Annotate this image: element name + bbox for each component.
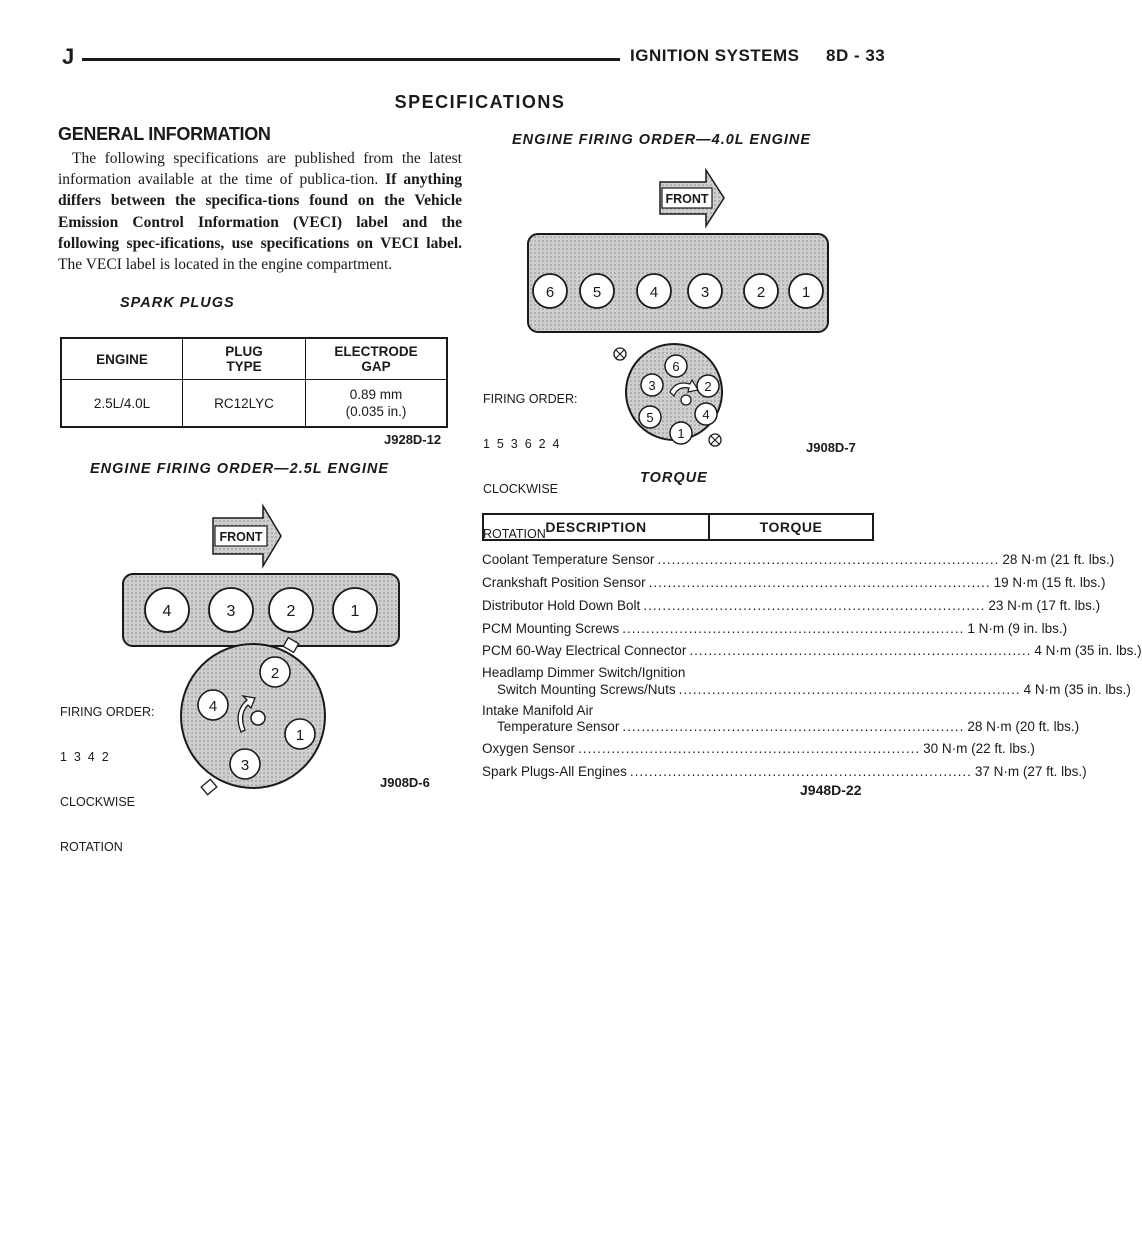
table-row bbox=[61, 380, 447, 428]
spark-gap-cell bbox=[306, 380, 448, 428]
table-row bbox=[497, 682, 1131, 697]
torque-desc-line1: Intake Manifold Air bbox=[482, 703, 594, 718]
firing-rotation-line1: CLOCKWISE bbox=[60, 795, 136, 809]
torque-value: 1 N·m (9 in. lbs.) bbox=[967, 621, 1068, 636]
distributor-cap bbox=[614, 344, 722, 446]
cap-terminal-label: 2 bbox=[704, 379, 712, 394]
cylinder-label: 2 bbox=[286, 603, 296, 620]
header-section bbox=[630, 46, 885, 66]
cap-terminal-label: 3 bbox=[240, 757, 250, 774]
table-row bbox=[482, 552, 1115, 567]
table-row bbox=[482, 575, 1106, 590]
cylinder-1 bbox=[333, 588, 377, 632]
firing-order-sequence: 1 5 3 6 2 4 bbox=[483, 437, 560, 451]
cylinder-label: 4 bbox=[649, 284, 659, 301]
cylinder-label: 6 bbox=[545, 284, 555, 301]
table-row bbox=[482, 643, 1142, 658]
header-section-title: IGNITION SYSTEMS bbox=[630, 46, 800, 65]
spark-gap-mm: 0.89 mm bbox=[349, 387, 403, 402]
cylinder-label: 4 bbox=[162, 603, 172, 620]
table-row bbox=[482, 764, 1087, 779]
torque-value: 23 N·m (17 ft. lbs.) bbox=[988, 598, 1101, 613]
spark-plugs-header-row bbox=[61, 338, 447, 380]
firing-25-order bbox=[60, 675, 154, 870]
table-row bbox=[482, 741, 1035, 756]
leader-dots: ........................................................................ bbox=[648, 575, 991, 590]
table-row bbox=[482, 621, 1068, 636]
spark-plugs-fig-id: J928D-12 bbox=[384, 432, 442, 447]
spark-plug-type-cell: RC12LYC bbox=[183, 380, 306, 428]
spark-col-engine: ENGINE bbox=[61, 338, 183, 380]
cylinder-label: 5 bbox=[592, 284, 602, 301]
torque-value: 37 N·m (27 ft. lbs.) bbox=[974, 764, 1087, 779]
leader-dots: ........................................................................ bbox=[629, 764, 972, 779]
cap-terminal-label: 4 bbox=[702, 407, 710, 422]
cap-terminal-label: 1 bbox=[677, 426, 685, 441]
general-text-normal: The following specifications are published from the latest information available at the time of publica-tion. bbox=[58, 150, 462, 189]
spark-col-gap-label: ELECTRODE GAP bbox=[334, 344, 418, 374]
firing-rotation-line1: CLOCKWISE bbox=[483, 482, 559, 496]
cap-terminal-label: 2 bbox=[270, 665, 280, 682]
cylinder-3 bbox=[688, 274, 722, 308]
leader-dots: ........................................................................ bbox=[657, 552, 1000, 567]
spark-engine-cell: 2.5L/4.0L bbox=[61, 380, 183, 428]
leader-dots: ........................................................................ bbox=[622, 719, 965, 734]
cylinder-6 bbox=[533, 274, 567, 308]
leader-dots: ........................................................................ bbox=[643, 598, 986, 613]
cylinder-4 bbox=[145, 588, 189, 632]
torque-desc: PCM 60-Way Electrical Connector bbox=[482, 643, 687, 658]
firing-40-title: ENGINE FIRING ORDER—4.0L ENGINE bbox=[512, 132, 812, 148]
front-label: FRONT bbox=[219, 530, 263, 544]
torque-desc: Distributor Hold Down Bolt bbox=[482, 598, 641, 613]
front-label: FRONT bbox=[665, 192, 709, 206]
firing-40-fig-id: J908D-7 bbox=[806, 440, 856, 455]
firing-order-label: FIRING ORDER: bbox=[60, 705, 155, 719]
torque-value: 28 N·m (20 ft. lbs.) bbox=[967, 719, 1080, 734]
cap-terminal-label: 5 bbox=[646, 410, 654, 425]
torque-title: TORQUE bbox=[640, 470, 708, 486]
cylinder-1 bbox=[789, 274, 823, 308]
cylinder-4 bbox=[637, 274, 671, 308]
general-text bbox=[58, 148, 462, 275]
table-row bbox=[497, 719, 1080, 734]
page-title: SPECIFICATIONS bbox=[394, 92, 566, 112]
table-row bbox=[482, 598, 1101, 613]
torque-fig-id: J948D-22 bbox=[800, 782, 862, 798]
engine-block bbox=[528, 234, 828, 332]
cylinder-5 bbox=[580, 274, 614, 308]
general-text-end: The VECI label is located in the engine compartment. bbox=[58, 256, 393, 274]
torque-value: 4 N·m (35 in. lbs.) bbox=[1034, 643, 1142, 658]
torque-desc: PCM Mounting Screws bbox=[482, 621, 620, 636]
cylinder-label: 3 bbox=[700, 284, 710, 301]
firing-rotation-line2: ROTATION bbox=[483, 527, 546, 541]
torque-header-row bbox=[482, 513, 874, 541]
cylinder-label: 1 bbox=[801, 284, 811, 301]
torque-value: 28 N·m (21 ft. lbs.) bbox=[1002, 552, 1115, 567]
leader-dots: ........................................................................ bbox=[689, 643, 1032, 658]
cylinder-2 bbox=[269, 588, 313, 632]
header-letter: J bbox=[62, 44, 75, 69]
torque-desc: Oxygen Sensor bbox=[482, 741, 576, 756]
torque-value: 30 N·m (22 ft. lbs.) bbox=[923, 741, 1035, 756]
firing-order-sequence: 1 3 4 2 bbox=[60, 750, 109, 764]
leader-dots: ........................................................................ bbox=[578, 741, 921, 756]
cylinder-3 bbox=[209, 588, 253, 632]
front-arrow-icon bbox=[213, 506, 281, 566]
torque-col-torque: TORQUE bbox=[759, 519, 823, 535]
torque-desc-line1: Headlamp Dimmer Switch/Ignition bbox=[482, 665, 686, 680]
spark-col-plug-type-label: PLUG TYPE bbox=[225, 344, 263, 374]
torque-col-description: DESCRIPTION bbox=[484, 515, 710, 539]
leader-dots: ........................................................................ bbox=[622, 621, 965, 636]
torque-desc: Crankshaft Position Sensor bbox=[482, 575, 646, 590]
firing-order-label: FIRING ORDER: bbox=[483, 392, 578, 406]
torque-desc: Temperature Sensor bbox=[497, 719, 620, 734]
torque-value: 4 N·m (35 in. lbs.) bbox=[1023, 682, 1131, 697]
cylinder-label: 3 bbox=[226, 603, 236, 620]
front-arrow-icon bbox=[660, 170, 724, 226]
cap-terminal-label: 3 bbox=[648, 378, 656, 393]
spark-gap-in: (0.035 in.) bbox=[345, 404, 407, 419]
cap-terminal-label: 4 bbox=[208, 698, 218, 715]
spark-col-plug-type bbox=[183, 338, 306, 380]
distributor-cap bbox=[181, 638, 325, 795]
header-rule bbox=[82, 58, 620, 61]
torque-desc: Coolant Temperature Sensor bbox=[482, 552, 655, 567]
cylinder-2 bbox=[744, 274, 778, 308]
general-paragraph bbox=[58, 148, 462, 275]
firing-25-title: ENGINE FIRING ORDER—2.5L ENGINE bbox=[90, 461, 390, 477]
torque-desc: Spark Plugs-All Engines bbox=[482, 764, 627, 779]
leader-dots: ........................................................................ bbox=[678, 682, 1021, 697]
spark-col-gap bbox=[306, 338, 448, 380]
spark-plugs-title: SPARK PLUGS bbox=[120, 295, 235, 311]
general-heading: GENERAL INFORMATION bbox=[58, 124, 271, 144]
torque-desc: Switch Mounting Screws/Nuts bbox=[497, 682, 676, 697]
cap-terminal-label: 1 bbox=[295, 727, 305, 744]
cap-terminal-label: 6 bbox=[672, 359, 680, 374]
general-text-bold: If anything differs between the specifica-tions found on the Vehicle Emission Control Information (VECI) label and the following spec-ifications, use specifications on VECI label. bbox=[58, 171, 462, 252]
spark-plugs-table bbox=[60, 337, 448, 428]
firing-25-fig-id: J908D-6 bbox=[380, 775, 430, 790]
header-page-number: 8D - 33 bbox=[826, 46, 886, 65]
cylinder-label: 1 bbox=[350, 603, 360, 620]
torque-value: 19 N·m (15 ft. lbs.) bbox=[993, 575, 1106, 590]
cylinder-label: 2 bbox=[756, 284, 766, 301]
firing-rotation-line2: ROTATION bbox=[60, 840, 123, 854]
